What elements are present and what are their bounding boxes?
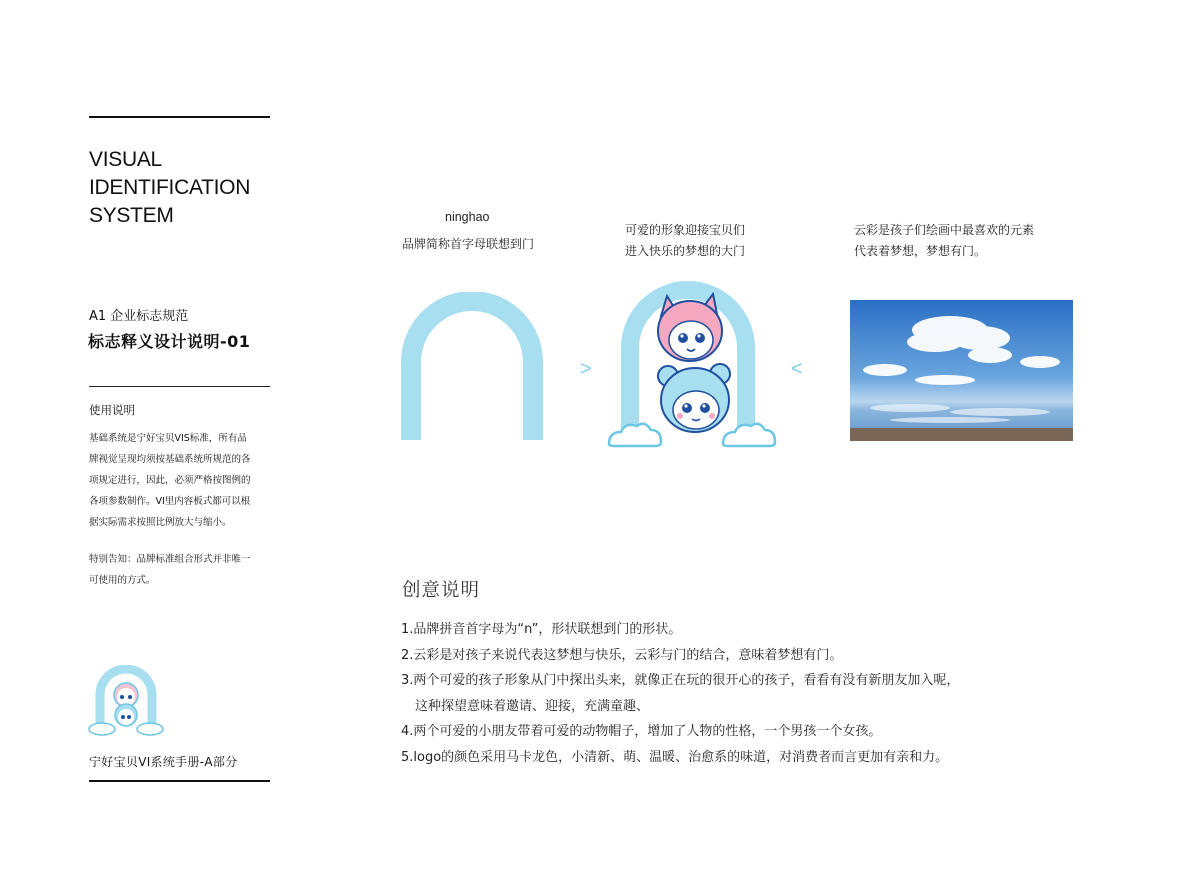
usage-line: 据实际需求按照比例放大与缩小。 xyxy=(89,517,232,528)
section-rule xyxy=(89,386,270,387)
arrow-right-icon: > xyxy=(580,358,592,380)
section-title: 标志释义设计说明-01 xyxy=(88,332,251,351)
usage-line: 项规定进行，因此，必须严格按图例的 xyxy=(89,475,251,486)
caption-line: 云彩是孩子们绘画中最喜欢的元素 xyxy=(854,223,1035,237)
top-rule xyxy=(89,116,270,118)
list-item: 5.logo的颜色采用马卡龙色，小清新、萌、温暖、治愈系的味道，对消费者而言更加有亲和力。 xyxy=(401,749,949,765)
figure-left-caption-en: ninghao xyxy=(445,210,490,224)
caption-line: 代表着梦想，梦想有门。 xyxy=(854,244,987,258)
caption-line: 进入快乐的梦想的大门 xyxy=(625,244,746,258)
usage-notice xyxy=(89,549,273,591)
usage-body xyxy=(89,428,273,533)
figure-middle-caption xyxy=(625,220,745,262)
list-item: 1.品牌拼音首字母为“n”，形状联想到门的形状。 xyxy=(401,622,682,637)
sky-cloud-photo xyxy=(850,300,1073,441)
mascot-logo-figure xyxy=(605,276,780,452)
section-code: A1 企业标志规范 xyxy=(89,309,189,324)
notice-line: 可使用的方式。 xyxy=(89,575,156,586)
usage-heading: 使用说明 xyxy=(89,403,135,417)
list-item: 这种探望意味着邀请、迎接，充满童趣、 xyxy=(415,698,650,714)
list-item: 3.两个可爱的孩子形象从门中探出头来，就像正在玩的很开心的孩子，看看有没有新朋友加入呢， xyxy=(401,673,960,688)
usage-line: 基础系统是宁好宝贝VIS标准，所有品 xyxy=(89,433,247,444)
n-arch-figure xyxy=(400,292,544,442)
list-item: 4.两个可爱的小朋友带着可爱的动物帽子，增加了人物的性格，一个男孩一个女孩。 xyxy=(401,724,882,739)
creative-list xyxy=(401,617,959,770)
system-title xyxy=(89,146,250,230)
figure-left-caption: 品牌简称首字母联想到门 xyxy=(402,237,535,251)
usage-line: 牌视觉呈现均须按基础系统所规范的各 xyxy=(89,454,251,465)
system-line: IDENTIFICATION xyxy=(89,176,251,199)
usage-line: 各项参数制作。VI里内容板式都可以根 xyxy=(89,496,251,507)
arrow-left-icon: < xyxy=(791,358,803,380)
creative-heading: 创意说明 xyxy=(402,580,481,601)
brand-logo-small xyxy=(88,665,168,737)
manual-footer-title: 宁好宝贝VI系统手册-A部分 xyxy=(89,755,238,769)
figure-right-caption xyxy=(854,220,1034,262)
notice-line: 特别告知：品牌标准组合形式并非唯一 xyxy=(89,554,251,565)
list-item: 2.云彩是对孩子来说代表这梦想与快乐，云彩与门的结合，意味着梦想有门。 xyxy=(401,647,843,663)
system-line: VISUAL xyxy=(89,148,162,171)
system-line: SYSTEM xyxy=(89,204,174,227)
caption-line: 可爱的形象迎接宝贝们 xyxy=(625,223,746,237)
bottom-rule xyxy=(89,780,270,782)
